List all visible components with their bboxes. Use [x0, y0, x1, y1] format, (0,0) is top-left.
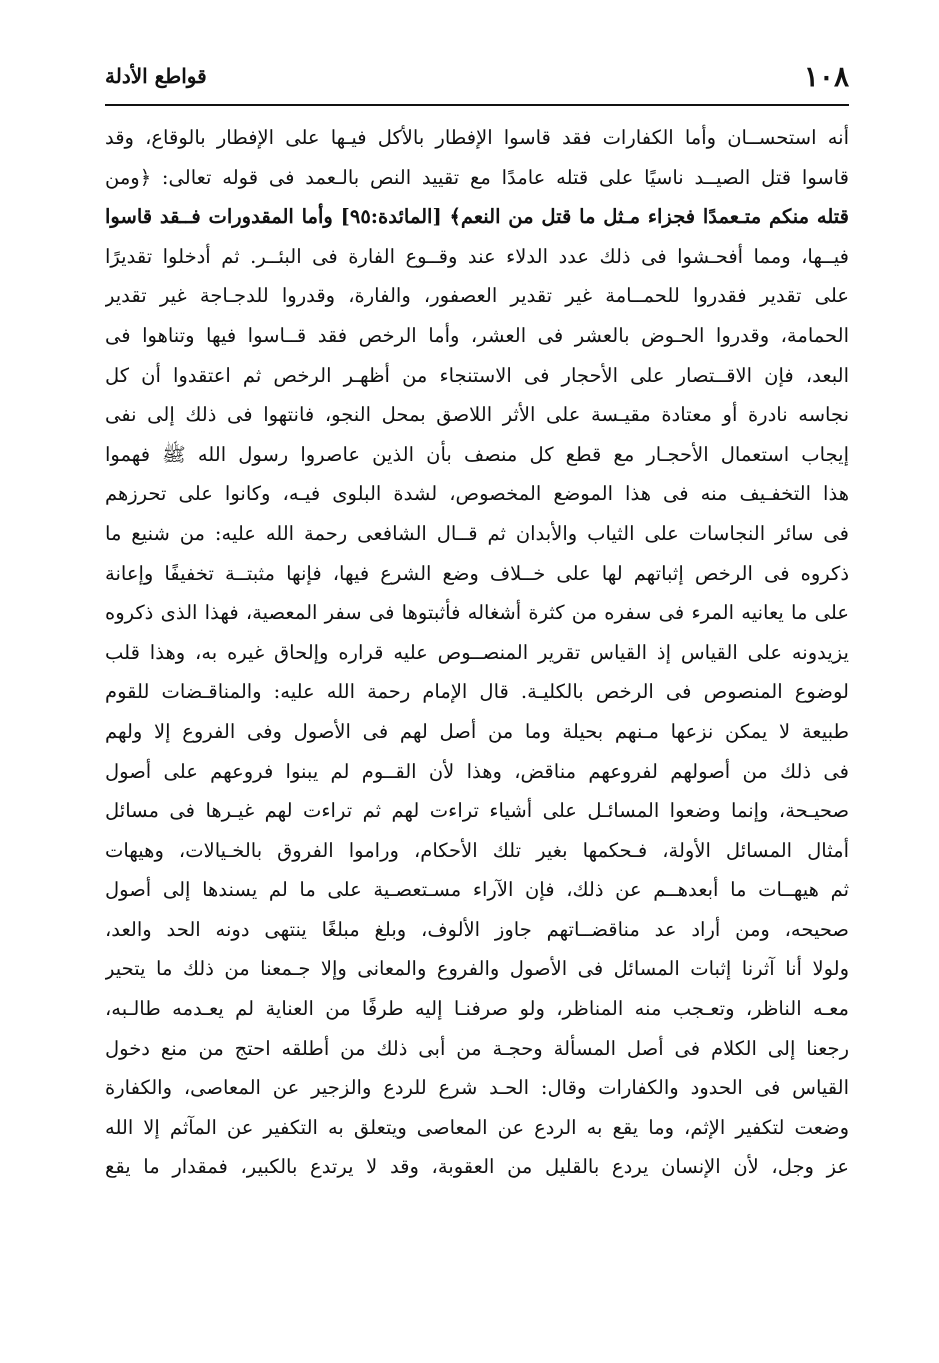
text-line: قاسوا قتل الصيــد ناسيًا على قتله عامدًا مع تقييد النص بالـعمد فى قوله تعالى: ﴿ومن	[105, 165, 849, 189]
text-line: صحيـحة، وإنما وضعوا المسائـل على أشياء تراءت لهم ثم تراءت لهم غيـرها فى مسائل	[105, 799, 849, 823]
text-line: على تقدير فقدروا للحمــامة غير تقدير العصفور، والفارة، وقدروا للدجـاجة غير تقدير	[105, 284, 849, 308]
text-line: طبيعة لا يمكن نزعها مـنهم بحيلة وما من أصل لهم فى الأصول وفى الفروع إلا ولهم	[105, 719, 849, 743]
text-line: عز وجل، لأن الإنسان يردع بالقليل من العقوبة، وقد لا يرتدع بالكبير، فمقدار ما يقع	[105, 1155, 849, 1179]
text-line: أمثال المسائل الأولة، فـحكمها بغير تلك الأحكام، وراموا الفروق بالخـيالات، وهيهات	[105, 838, 849, 862]
text-line: ثم هيهــات ما أبعدهــم عن ذلك، فإن الآراء مسـتعصـية على ما لم يسندها إلى أصول	[105, 878, 849, 902]
text-line: فى سائر النجاسات على الثياب والأبدان ثم قــال الشافعى رحمة الله عليه: من شنيع ما	[105, 521, 849, 545]
running-title: قواطع الأدلة	[105, 64, 207, 88]
text-line: رجعنا إلى الكلام فى أصل المسألة وحجـة من أبى ذلك من أطلقه احتج من منع دخول	[105, 1036, 849, 1060]
text-line: نجاسه نادرة أو معتادة مقيـسة على الأثر اللاصق بمحل النجو، فانتهوا فى ذلك إلى نفى	[105, 403, 849, 427]
text-line: ذكروه فى الرخص إثباتهم لها على خــلاف وضع الشرع فيها، فإنها مثبتــة تخفيفًا وإعانة	[105, 561, 849, 585]
text-line: وضعت لتكفير الإثم، وما يقع به الردع عن المعاصى ويتعلق به التكفير عن المآثم إلا الله	[105, 1115, 849, 1139]
text-line: فيــها، ومما أفحـشوا فى ذلك عدد الدلاء عند وقــوع الفارة فى البئــر. ثم أدخلوا تقديرًا	[105, 244, 849, 268]
text-line: هذا التخفـيف منه فى هذا الموضع المخصوص، لشدة البلوى فيـه، وكانوا على تحرزهم	[105, 482, 849, 506]
text-line: الحمامة، وقدروا الحـوض بالعشر فى العشر، وأما الرخص فقد قــاسوا فيها وتناهوا فى	[105, 323, 849, 347]
body-text	[105, 118, 849, 1187]
header-rule	[105, 104, 849, 106]
text-line: ولولا أنا آثرنا إثبات المسائل فى الأصول والفروع والمعانى وإلا جـمعنا من ذلك ما يتحير	[105, 957, 849, 981]
text-line: أنه استحســان وأما الكفارات فقد قاسوا الإفطار بالأكل فيـها على الإفطار بالوقاع، وقد	[105, 126, 849, 149]
text-line: صحيحه، ومن أراد عد مناقضــاتهم جاوز الألوف، وبلغ مبلغًا ينتهى دونه الحد والعد،	[105, 917, 849, 941]
text-line: فى ذلك من أصولهم لفروعهم مناقض، وهذا لأن القــوم لم يبنوا فروعهم على أصول	[105, 759, 849, 783]
page-header	[105, 56, 849, 100]
text-line: معـه الناظر، وتعـجب منه المناظر، ولو صرفنـا إليه طرفًا من العناية لم يعـدمه طالـبه،	[105, 997, 849, 1021]
page-number: ١٠٨	[803, 60, 849, 93]
text-line: البعد، فإن الاقــتصار على الأحجار فى الاستنجاء من أظهـر الرخص ثم اعتقدوا أن كل	[105, 363, 849, 387]
text-line: القياس فى الحدود والكفارات وقال: الحـد شرع للردع والزجير عن المعاصى، والكفارة	[105, 1076, 849, 1100]
text-line: إيجاب استعمال الأحجـار مع قطع كل منصف بأن الذين عاصروا رسول الله ﷺ فهموا	[105, 442, 849, 466]
text-line: يزيدونه على القياس إذ القياس تقرير المنصــوص عليه قراره وإلحاق غيره به، وهذا قلب	[105, 640, 849, 664]
text-line: على ما يعانيه المرء فى سفره من كثرة أشغاله فأثبتوها فى سفر المعصية، فهذا الذى ذكروه	[105, 601, 849, 625]
text-line: لوضوع المنصوص فى الرخص بالكليـة. قال الإمام رحمة الله عليه: والمناقـضات للقوم	[105, 680, 849, 704]
text-line: قتله منكم متـعمدًا فجزاء مـثل ما قتل من النعم﴾ [المائدة:٩٥] وأما المقدورات فــقد قاسوا	[105, 205, 849, 229]
